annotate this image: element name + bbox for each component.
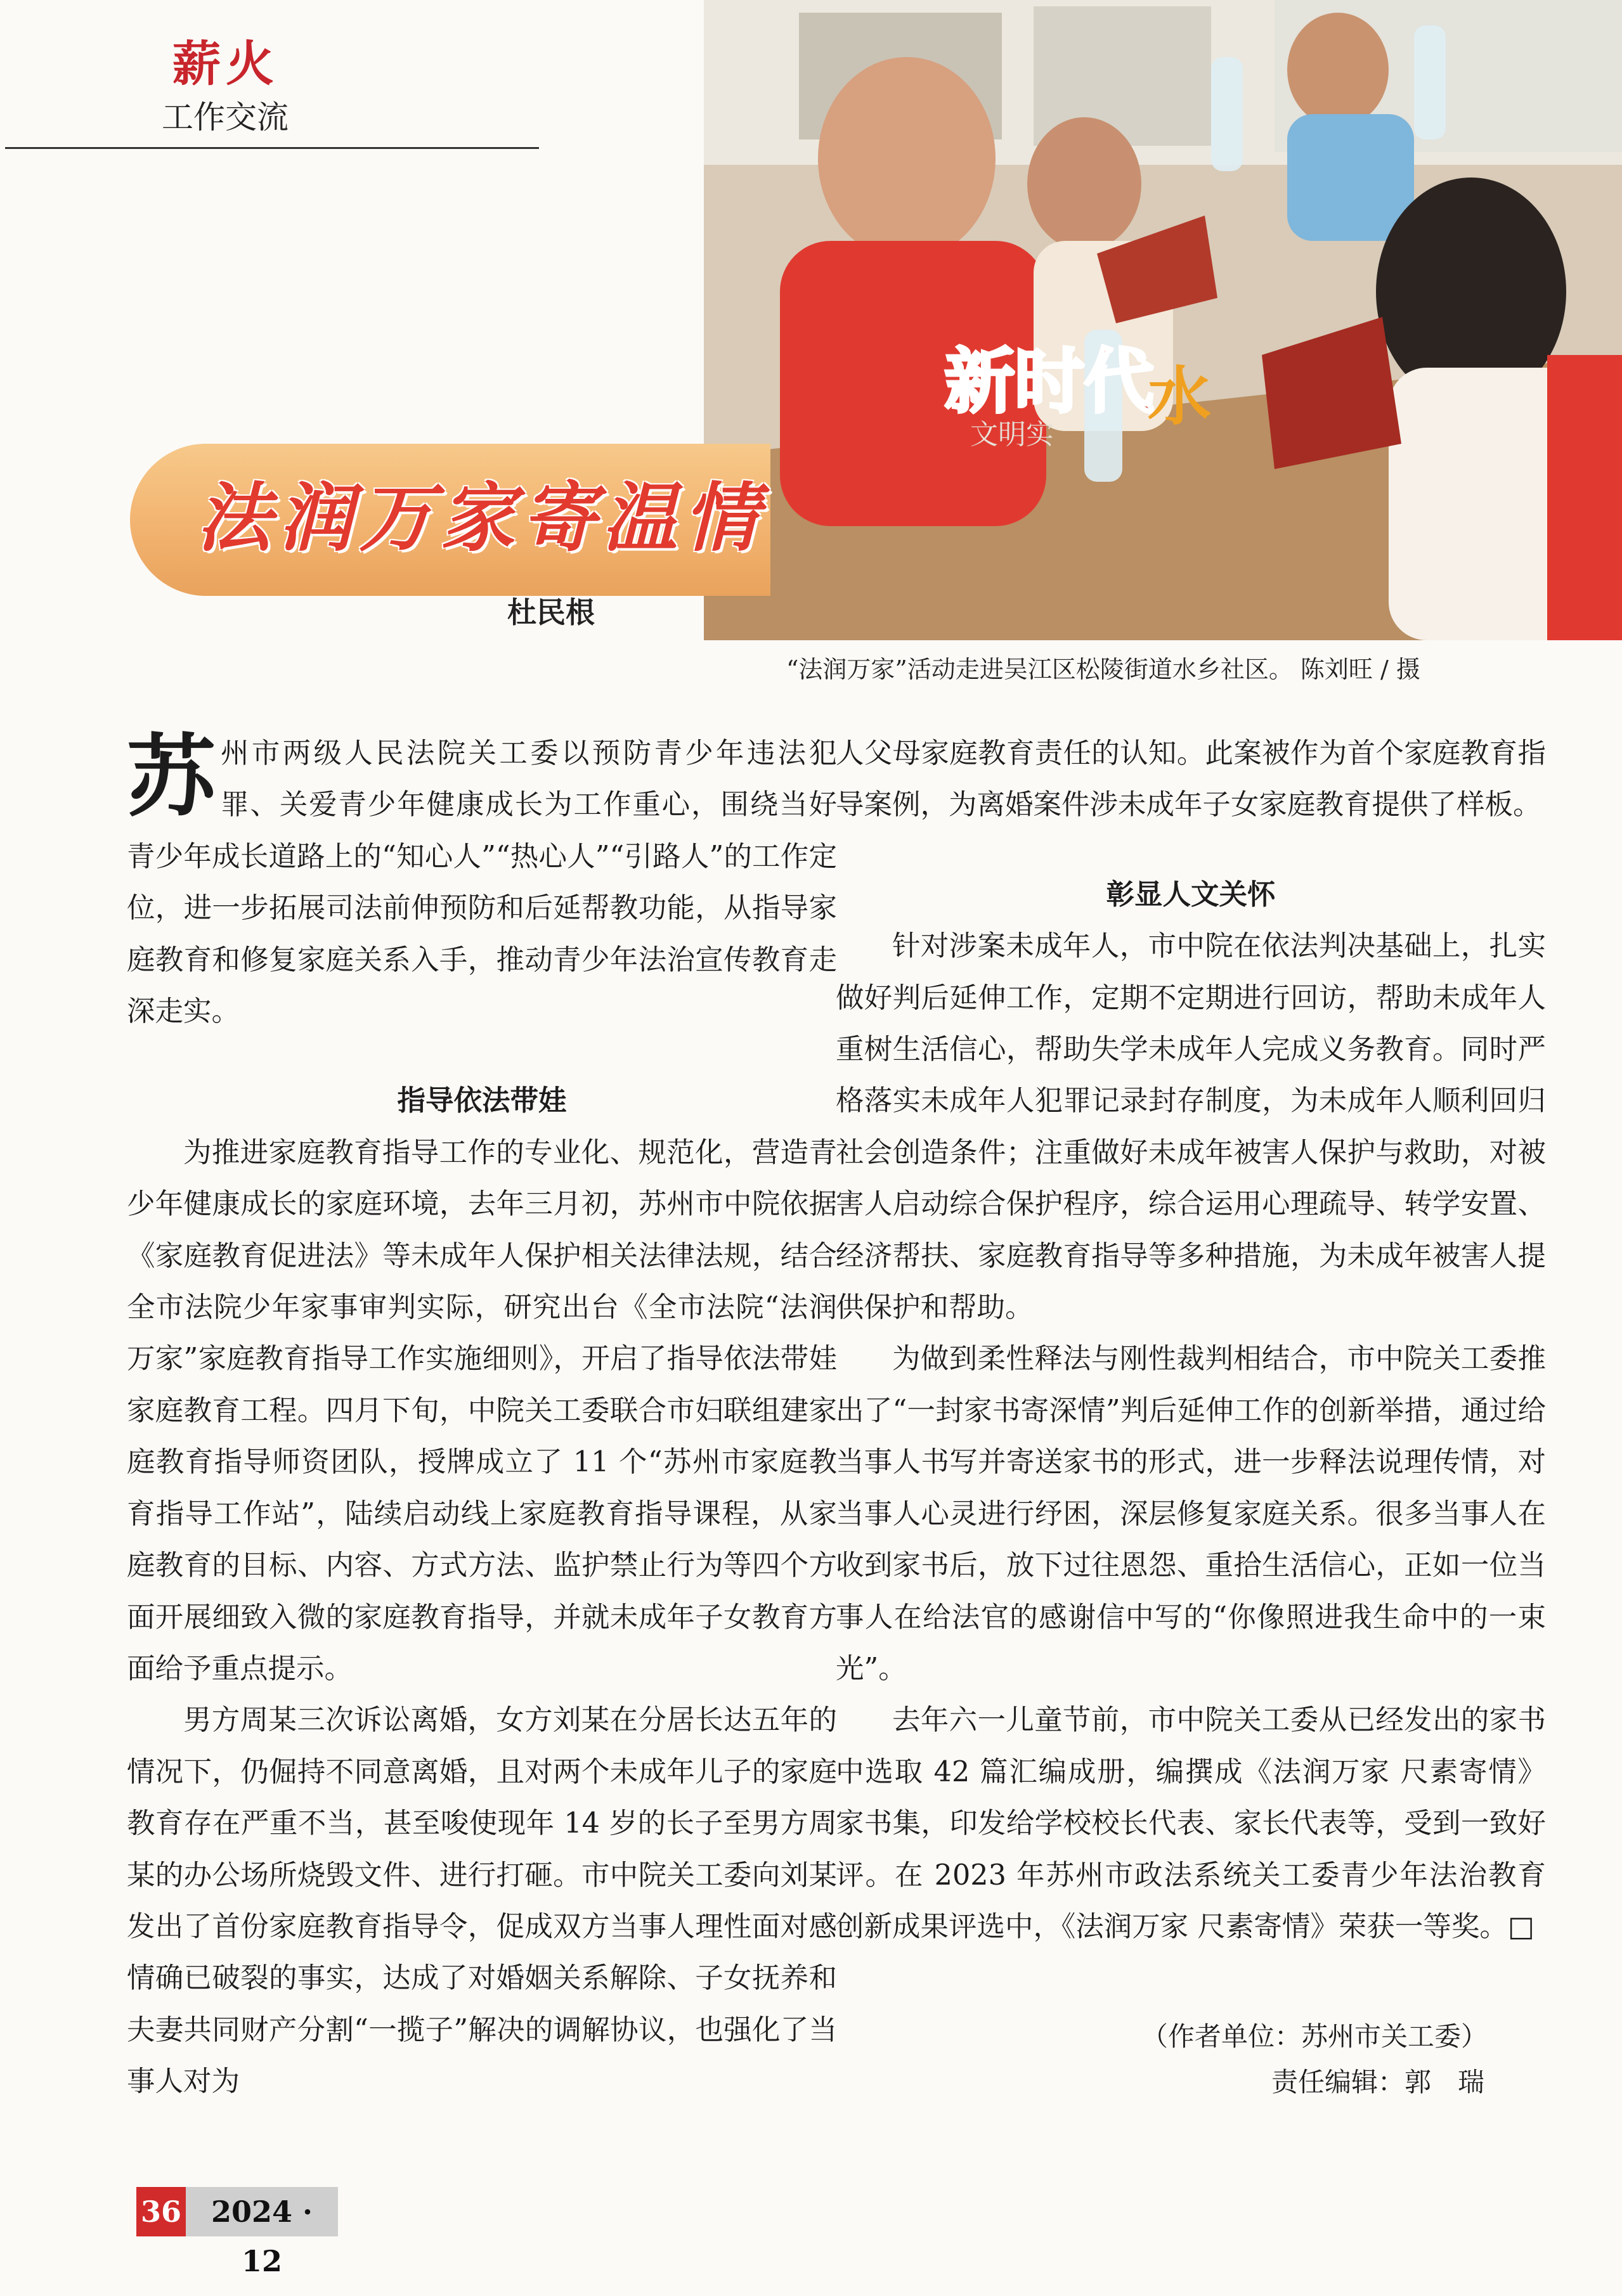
paragraph: 男方周某三次诉讼离婚，女方刘某在分居长达五年的情况下，仍倔持不同意离婚，且对两个未成年儿子的家庭教育存在严重不当，甚至唆使现年 14 岁的长子至男方周某的办公场所烧毁文件、进行打砸。市中院关工委向刘某发出了首份家庭教育指导令，促成双方当事人理性面对感情确已破裂的事实，达成了对婚姻关系解除、子女抚养和夫妻共同财产分割“一揽子”解决的调解协议，也强化了当事人对为 xyxy=(127,1704,837,2098)
header-rule xyxy=(5,147,539,149)
paragraph: 针对涉案未成年人，市中院在依法判决基础上，扎实做好判后延伸工作，定期不定期进行回访，帮助未成年人重树生活信心，帮助失学未成年人完成义务教育。同时严格落实未成年人犯罪记录封存制度，为未成年人顺利回归社会创造条件；注重做好未成年被害人保护与救助，对被害人启动综合保护程序，综合运用心理疏导、转学安置、经济帮扶、家庭教育指导等多种措施，为未成年被害人提供保护和帮助。 xyxy=(836,930,1546,1324)
signage-line1: 新时代 xyxy=(945,341,1154,422)
section-heading-1: 指导依法带娃 xyxy=(397,1085,567,1118)
right-column xyxy=(836,728,1546,1952)
section-heading-2: 彰显人文关怀 xyxy=(1106,878,1276,911)
drop-cap: 苏 xyxy=(127,725,216,829)
left-column xyxy=(127,725,837,2108)
paragraph: 去年六一儿童节前，市中院关工委从已经发出的家书中选取 42 篇汇编成册，编撰成《法润万家 尺素寄情》家书集，印发给学校校长代表、家长代表等，受到一致好评。在 2023 年苏州市政法系统关工委青少年法治教育创新成果评选中，《法润万家 尺素寄情》荣获一等奖。□ xyxy=(836,1704,1546,1943)
photo-caption: “法润万家”活动走进吴江区松陵街道水乡社区。 陈刘旺 / 摄 xyxy=(786,655,1420,683)
paragraph-continued: 人父母家庭教育责任的认知。此案被作为首个家庭教育指导案例，为离婚案件涉未成年子女家庭教育提供了样板。 xyxy=(836,737,1546,822)
section-label: 工作交流 xyxy=(162,99,289,136)
article-title: 法润万家寄温情 xyxy=(197,474,765,562)
lead-paragraph xyxy=(127,725,837,1037)
paragraph: 为做到柔性释法与刚性裁判相结合，市中院关工委推出了“一封家书寄深情”判后延伸工作的创新举措，通过给当事人书写并寄送家书的形式，进一步释法说理传情，对当事人心灵进行纾困，深层修复家庭关系。很多当事人在收到家书后，放下过往恩怨、重拾生活信心，正如一位当事人在给法官的感谢信中写的“你像照进我生命中的一束光”。 xyxy=(836,1343,1546,1685)
column-kicker: 薪火 xyxy=(172,35,279,92)
issue-date: 2024 · 12 xyxy=(186,2187,338,2236)
article-photo xyxy=(704,0,1622,640)
signage-line3: 水 xyxy=(1148,359,1211,434)
paragraph: 为推进家庭教育指导工作的专业化、规范化，营造青少年健康成长的家庭环境，去年三月初，苏州市中院依据《家庭教育促进法》等未成年人保护相关法律法规，结合全市法院少年家事审判实际，研究出台《全市法院“法润万家”家庭教育指导工作实施细则》，开启了指导依法带娃家庭教育工程。四月下旬，中院关工委联合市妇联组建家庭教育指导师资团队，授牌成立了 11 个“苏州市家庭教育指导工作站”，陆续启动线上家庭教育指导课程，从家庭教育的目标、内容、方式方法、监护禁止行为等四个方面开展细致入微的家庭教育指导，并就未成年子女教育方面给予重点提示。 xyxy=(127,1136,837,1685)
article-author: 杜民根 xyxy=(507,595,595,629)
responsible-editor: 责任编辑：郭 瑞 xyxy=(1271,2067,1485,2098)
lead-text: 州市两级人民法院关工委以预防青少年违法犯罪、关爱青少年健康成长为工作重心，围绕当好青少年成长道路上的“知心人”“热心人”“引路人”的工作定位，进一步拓展司法前伸预防和后延帮教功能，从指导家庭教育和修复家庭关系入手，推动青少年法治宣传教育走深走实。 xyxy=(127,737,837,1028)
photo-illustration xyxy=(704,0,1622,640)
signage-line2: 文明实 xyxy=(970,418,1054,451)
page-number: 36 xyxy=(136,2187,186,2236)
author-affiliation: （作者单位：苏州市关工委） xyxy=(1141,2021,1488,2052)
